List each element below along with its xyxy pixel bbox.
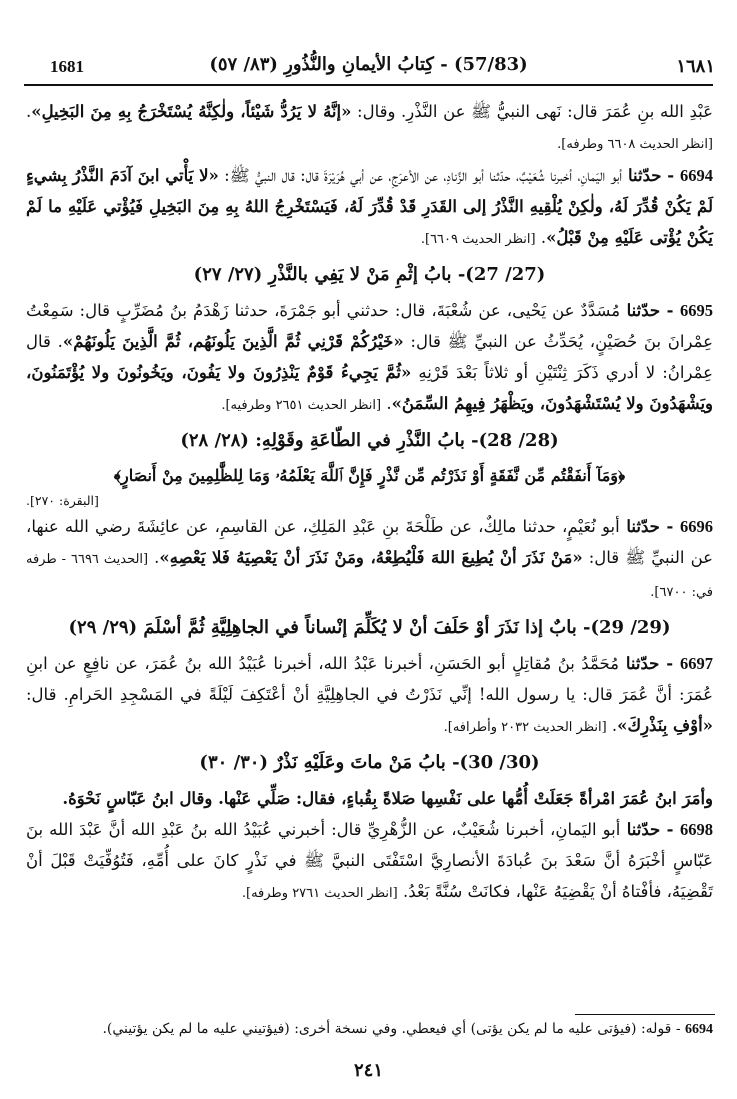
- hadith-number: 6697: [680, 654, 713, 673]
- text-segment: «أوْفِ بِنَذْرِكَ»: [617, 716, 713, 735]
- paragraph: [26, 511, 713, 608]
- text-segment: «خَيْرُكُمْ قَرْنِي ثُمَّ الَّذِينَ يَلُونَهُم، ثُمَّ الَّذِينَ يَلُونَهُمْ»: [62, 332, 404, 351]
- hadith-number: 6696: [680, 517, 714, 536]
- page-header: [22, 40, 715, 88]
- cross-reference: [الحديث ٦٦٩٦ - طرفه في: ٦٧٠٠].: [26, 552, 713, 600]
- paragraph: [26, 648, 713, 743]
- text-segment: .: [606, 716, 618, 735]
- footnote: [26, 1018, 713, 1041]
- footnote-number: 6694: [685, 1022, 713, 1037]
- narration-lead: - حدّثنا: [620, 301, 680, 320]
- page-number-arabic: ١٦٨١: [676, 56, 715, 76]
- cross-reference: [انظر الحديث ٦٦٠٨ وطرفه].: [557, 137, 713, 152]
- narration-lead: - حدّثنا: [620, 820, 680, 839]
- paragraph: [26, 160, 713, 255]
- paragraph: [26, 96, 713, 160]
- text-segment: مُسَدَّدٌ عن يَحْيى، عن شُعْبَةَ، قال: حدثني أبو جَمْرَةَ، حدثنا زَهْدَمُ بنُ مُضَرِّبٍ قال: سَمِعْتُ عِمْرانَ بنَ حُصَيْنٍ، يُحَدِّثُ عن النبيِّ ﷺ قال:: [26, 301, 713, 351]
- text-segment: أبو نُعَيْمٍ، حدثنا مالِكٌ، عن طَلْحَةَ بنِ عَبْدِ المَلِكِ، عن القاسِمِ، عن عائِشَةَ رضي الله عنها، عن النبيِّ ﷺ قال:: [26, 517, 713, 567]
- quran-verse: ﴿وَمَآ أَنفَقْتُم مِّن نَّفَقَةٍ أَوْ نَذَرْتُم مِّن نَّذْرٍ فَإِنَّ ٱللَّهَ يَعْلَمُهُۥ وَمَا لِلظَّٰلِمِينَ مِنْ أَنصَارٍ﴾: [113, 466, 626, 485]
- text-segment: .: [148, 548, 160, 567]
- chapter-heading: (30/ 30)- بابُ مَنْ ماتَ وعَلَيْهِ نَذْرٌ (٣٠/ ٣٠): [199, 752, 540, 773]
- paragraph: [26, 814, 713, 909]
- text-segment: «ثُمَّ يَجِيءُ قَوْمٌ يَنْذِرُونَ ولا يَفُونَ، ويَخُونُونَ ولا يُؤْتَمَنُونَ، ويَشْهَدُونَ ولا يُسْتَشْهَدُونَ، ويَظْهَرُ فِيهِمُ السِّمَنُ»: [26, 363, 713, 413]
- text-segment: .: [26, 102, 32, 121]
- verse-reference: [البقرة: ٢٧٠].: [26, 493, 99, 508]
- cross-reference: [انظر الحديث ٢٧٦١ وطرفه].: [241, 886, 398, 901]
- narration-lead: - حدّثنا: [619, 517, 681, 536]
- paragraph: [26, 783, 713, 814]
- chapter-heading: (28/ 28)- بابُ النَّذْرِ في الطّاعَةِ وقَوْلِهِ: (٢٨/ ٢٨): [180, 430, 559, 451]
- hadith-number: 6694: [679, 166, 713, 185]
- page-number-latin: 1681: [50, 57, 84, 76]
- text-segment: مُحَمَّدُ بنُ مُقاتِلٍ أبو الحَسَنِ، أخبرنا عَبْدُ الله، أخبرنا عُبَيْدُ الله بنُ عُمَرَ، عن نافِعٍ عن ابنِ عُمَرَ: أنَّ عُمَرَ قال: يا رسول الله! إنِّي نَذَرْتُ في الجاهِلِيَّةِ أنْ أعْتَكِفَ لَيْلَةً في المَسْجِدِ الحَرامِ. قال:: [26, 654, 713, 704]
- main-text: [26, 96, 713, 909]
- text-segment: عَبْدِ الله بنِ عُمَرَ قال: نَهى النبيُّ ﷺ عن النَّذْرِ. وقال:: [351, 102, 713, 121]
- text-segment: وأمَرَ ابنُ عُمَرَ امْرأةً جَعَلَتْ أُمُّها على نَفْسِها صَلاةً بِقُباءٍ، فقال: صَلِّي عَنْها. وقال ابنُ عَبّاسٍ نَحْوَهُ.: [62, 789, 713, 808]
- paragraph: [26, 295, 713, 421]
- text-segment: .: [381, 394, 392, 413]
- header-rule: [24, 84, 713, 86]
- text-segment: . قال عِمْرانُ: لا أدري ذَكَرَ ثِنْتَيْنِ أو ثلاثاً بَعْدَ قَرْنِهِ: [26, 332, 713, 382]
- text-segment: «إنَّهُ لا يَرُدُّ شَيْئاً، ولٰكِنَّهُ يُسْتَخْرَجُ بِهِ مِنَ البَخِيلِ»: [31, 102, 352, 121]
- cross-reference: [انظر الحديث ٢٦٥١ وطرفيه].: [221, 398, 382, 413]
- text-segment: «لا يَأْتي ابنَ آدَمَ النَّذْرُ بِشيءٍ لَمْ يَكُنْ قُدِّرَ لَهُ، ولٰكِنْ يُلْقِيهِ النَّذْرُ إلى القَدَرِ قَدْ قُدِّرَ لَهُ، فَيَسْتَخْرِجُ اللهُ بِهِ مِنَ البَخِيلِ فَيُؤْتي عَلَيْهِ ما لَمْ يَكُنْ يُؤْتى عَلَيْهِ مِنْ قَبْلُ»: [26, 166, 713, 247]
- text-segment: «مَنْ نَذَرَ أنْ يُطِيعَ اللهَ فَلْيُطِعْهُ، ومَنْ نَذَرَ أنْ يَعْصِيَهُ فَلا يَعْصِهِ»: [159, 548, 583, 567]
- hadith-number: 6695: [680, 301, 713, 320]
- text-segment: أبو اليَمانِ، أخبرنا شُعَيْبٌ، حدّثنا أبو الزِّنادِ، عن الأعرَجِ، عن أبي هُرَيْرَةَ قال: قال النبيُّ ﷺ:: [218, 166, 623, 185]
- footnote-text: - قوله: (فيؤتى عليه ما لم يكن يؤتى) أي فيعطي. وفي نسخة أخرى: (فيؤتيني عليه ما لم يكن يؤتيني).: [102, 1021, 685, 1037]
- footnote-rule: [575, 1014, 715, 1015]
- hadith-number: 6698: [680, 820, 713, 839]
- text-segment: .: [535, 228, 547, 247]
- cross-reference: [انظر الحديث ٦٦٠٩].: [420, 232, 536, 247]
- narration-lead: - حدّثنا: [618, 654, 680, 673]
- chapter-heading: (27/ 27)- بابُ إثْمِ مَنْ لا يَفِي بالنَّذْرِ (٢٧/ ٢٧): [193, 264, 546, 285]
- page-number-bottom: ٢٤١: [353, 1060, 383, 1081]
- book-title: (57/83) - كِتابُ الأيمانِ والنُّذُورِ (٨٣/ ٥٧): [209, 54, 528, 75]
- cross-reference: [انظر الحديث ٢٠٣٢ وأطرافه].: [443, 720, 607, 735]
- chapter-heading: (29/ 29)- بابٌ إذا نَذَرَ أوْ حَلَفَ أنْ لا يُكَلِّمَ إنْساناً في الجاهِلِيَّةِ ثُمَّ أسْلَمَ (٢٩/ ٢٩): [68, 617, 671, 638]
- text-segment: أبو اليَمانِ، أخبرنا شُعَيْبٌ، عن الزُّهْرِيِّ قال: أخبرني عُبَيْدُ الله بنُ عَبْدِ الله أنَّ عَبْدَ الله بنَ عَبّاسٍ أخْبَرَهُ أنَّ سَعْدَ بنَ عُبادَةَ الأنصارِيَّ اسْتَفْتَى النبيَّ ﷺ في نَذْرٍ كانَ على أُمِّهِ، فَتُوُفِّيَتْ قَبْلَ أنْ تَقْضِيَهُ، فأفْتاهُ أنْ يَقْضِيَهُ عَنْها، فكانَتْ سُنَّةً بَعْدُ.: [26, 820, 713, 901]
- narration-lead: - حدّثنا: [622, 166, 680, 185]
